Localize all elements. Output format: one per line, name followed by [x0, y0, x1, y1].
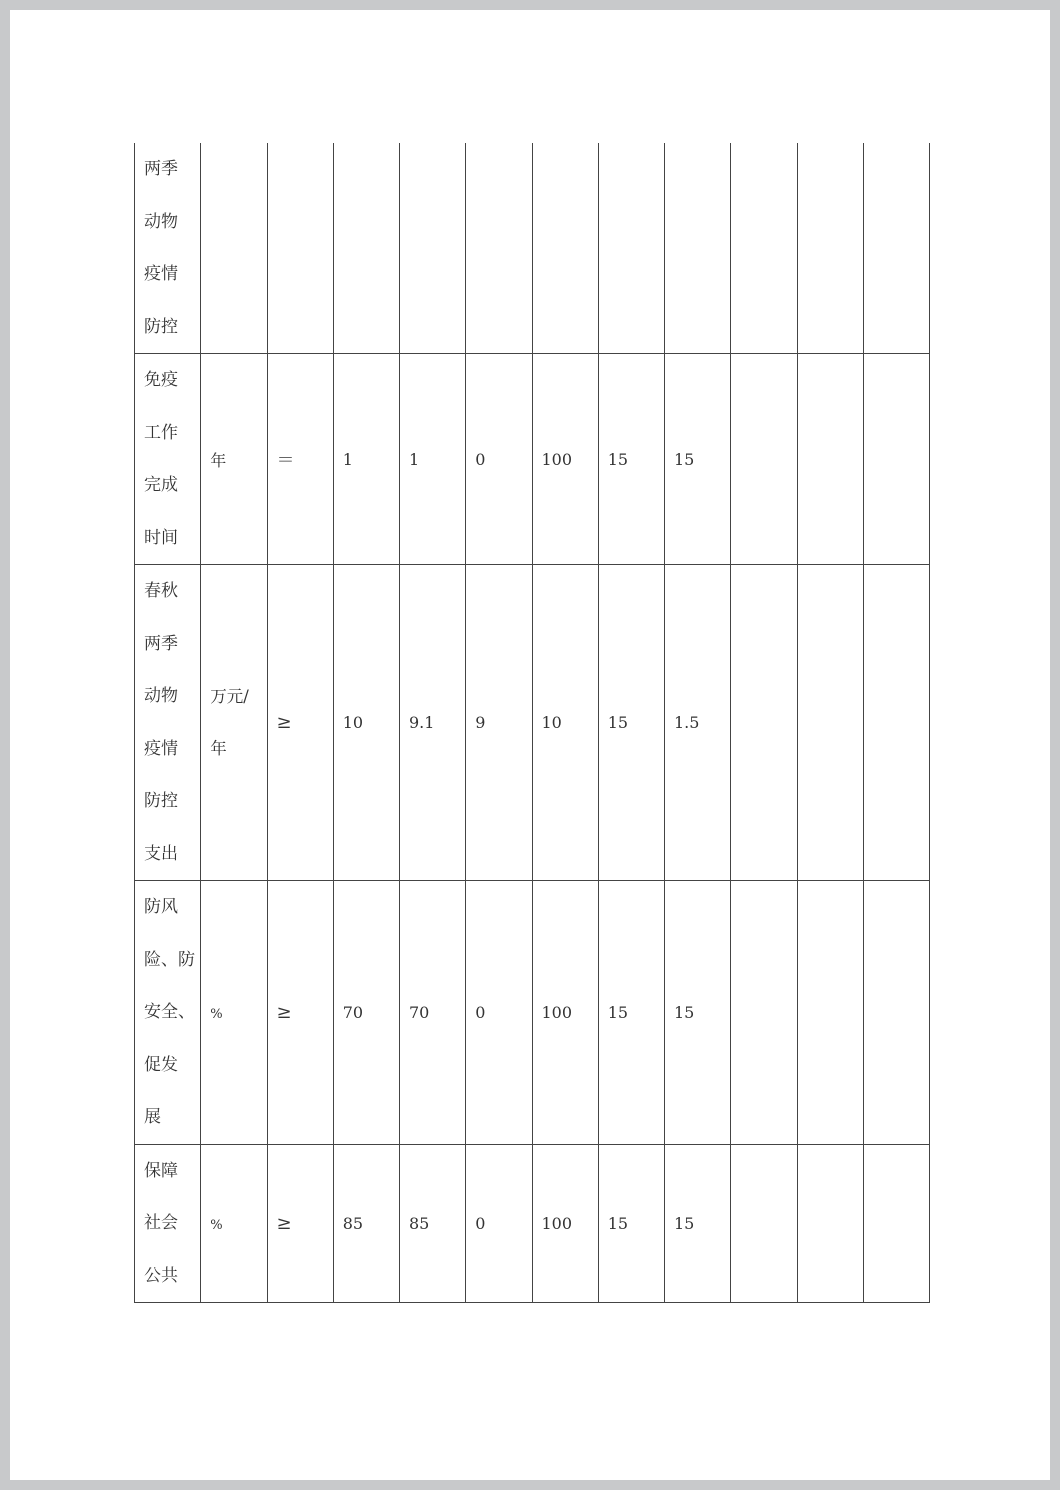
empty-cell — [797, 565, 863, 881]
target-value: 70 — [342, 1002, 364, 1022]
value-cell — [466, 1144, 532, 1303]
indicator-name-line: 时间 — [144, 527, 178, 548]
value-cell — [532, 881, 598, 1145]
value-cell — [665, 565, 731, 881]
value-text: 100 — [541, 1213, 573, 1233]
unit-cell — [201, 1144, 267, 1303]
value-text: 15 — [674, 1213, 695, 1233]
actual-value: 1 — [409, 449, 420, 469]
target-value: 1 — [342, 449, 353, 469]
value-cell — [665, 1144, 731, 1303]
value-text: 15 — [607, 1213, 629, 1233]
value-cell — [665, 881, 731, 1145]
operator-cell — [267, 565, 333, 881]
unit-cell — [201, 565, 267, 881]
indicator-name-line: 展 — [144, 1107, 161, 1127]
actual-value: 85 — [409, 1213, 430, 1233]
indicator-name-line: 公共 — [144, 1265, 178, 1286]
empty-cell — [731, 1144, 797, 1303]
operator-text: ≥ — [276, 712, 292, 733]
indicator-name-line: 社会 — [144, 1213, 178, 1233]
target-value-cell — [333, 881, 399, 1145]
performance-indicator-table — [134, 143, 930, 1303]
unit-text: 年 — [210, 738, 227, 758]
indicator-name-line: 疫情 — [144, 264, 178, 284]
value-cell — [532, 143, 598, 354]
empty-cell — [731, 881, 797, 1145]
value-cell — [665, 354, 731, 565]
indicator-name-cell — [135, 881, 201, 1145]
value-text: 100 — [541, 449, 573, 469]
operator-cell — [267, 1144, 333, 1303]
value-text: 15 — [674, 449, 695, 469]
actual-value: 9.1 — [409, 713, 435, 732]
indicator-name-line: 防控 — [144, 791, 178, 811]
value-cell — [466, 881, 532, 1145]
table-row — [135, 881, 930, 1145]
document-page — [10, 10, 1050, 1480]
operator-text: ≥ — [276, 1001, 292, 1023]
empty-cell — [731, 354, 797, 565]
actual-value: 70 — [409, 1002, 430, 1022]
value-cell — [532, 565, 598, 881]
value-cell — [466, 143, 532, 354]
empty-cell — [863, 565, 929, 881]
target-value: 85 — [342, 1213, 364, 1233]
value-text: 15 — [607, 713, 629, 732]
value-text: 1.5 — [674, 713, 700, 732]
indicator-name-cell — [135, 354, 201, 565]
value-cell — [665, 143, 731, 354]
indicator-name-line: 险、防 — [144, 949, 195, 970]
operator-cell — [267, 881, 333, 1145]
value-text: 15 — [607, 449, 629, 469]
unit-text: % — [210, 1217, 223, 1233]
value-cell — [598, 881, 664, 1145]
value-text: 15 — [674, 1002, 695, 1022]
value-text: 100 — [541, 1002, 573, 1022]
value-cell — [598, 354, 664, 565]
unit-cell — [201, 881, 267, 1145]
empty-cell — [731, 565, 797, 881]
table-row — [135, 354, 930, 565]
operator-text: ≥ — [276, 1212, 292, 1234]
value-text: 0 — [475, 1213, 486, 1233]
indicator-name-cell — [135, 565, 201, 881]
value-cell — [532, 354, 598, 565]
indicator-name-line: 两季 — [144, 633, 178, 654]
unit-text: % — [210, 1006, 223, 1022]
value-text: 9 — [475, 713, 486, 732]
indicator-name-cell — [135, 143, 201, 354]
indicator-name-cell — [135, 1144, 201, 1303]
indicator-name-line: 两季 — [144, 159, 178, 179]
value-cell — [466, 565, 532, 881]
empty-cell — [797, 881, 863, 1145]
indicator-name-line: 动物 — [144, 686, 178, 706]
indicator-name-line: 工作 — [144, 422, 178, 443]
unit-cell — [201, 143, 267, 354]
target-value-cell — [333, 143, 399, 354]
value-cell — [598, 1144, 664, 1303]
value-cell — [598, 565, 664, 881]
empty-cell — [731, 143, 797, 354]
actual-value-cell — [400, 565, 466, 881]
actual-value-cell — [400, 143, 466, 354]
empty-cell — [797, 143, 863, 354]
table-row — [135, 1144, 930, 1303]
empty-cell — [797, 1144, 863, 1303]
value-text: 0 — [475, 449, 486, 469]
target-value-cell — [333, 565, 399, 881]
unit-text: 年 — [210, 450, 227, 470]
indicator-name-line: 防控 — [144, 316, 178, 337]
target-value-cell — [333, 354, 399, 565]
empty-cell — [863, 1144, 929, 1303]
operator-cell — [267, 354, 333, 565]
unit-cell — [201, 354, 267, 565]
table-row — [135, 565, 930, 881]
indicator-name-line: 安全、 — [144, 1002, 195, 1022]
indicator-name-line: 支出 — [144, 843, 178, 864]
indicator-name-line: 动物 — [144, 211, 178, 232]
value-text: 10 — [541, 713, 562, 732]
value-cell — [466, 354, 532, 565]
target-value: 10 — [342, 713, 364, 732]
value-text: 0 — [475, 1002, 486, 1022]
operator-cell — [267, 143, 333, 354]
indicator-name-line: 免疫 — [144, 370, 178, 390]
value-text: 15 — [607, 1002, 629, 1022]
actual-value-cell — [400, 354, 466, 565]
indicator-name-line: 保障 — [144, 1160, 178, 1181]
indicator-name-line: 完成 — [144, 475, 178, 495]
target-value-cell — [333, 1144, 399, 1303]
table-row — [135, 143, 930, 354]
operator-text: ＝ — [276, 450, 295, 471]
empty-cell — [797, 354, 863, 565]
value-cell — [532, 1144, 598, 1303]
empty-cell — [863, 881, 929, 1145]
indicator-name-line: 促发 — [144, 1054, 178, 1075]
indicator-name-line: 春秋 — [144, 581, 178, 601]
empty-cell — [863, 143, 929, 354]
empty-cell — [863, 354, 929, 565]
unit-text: 万元/ — [210, 686, 249, 706]
actual-value-cell — [400, 881, 466, 1145]
value-cell — [598, 143, 664, 354]
actual-value-cell — [400, 1144, 466, 1303]
indicator-name-line: 防风 — [144, 897, 178, 917]
indicator-name-line: 疫情 — [144, 738, 178, 759]
